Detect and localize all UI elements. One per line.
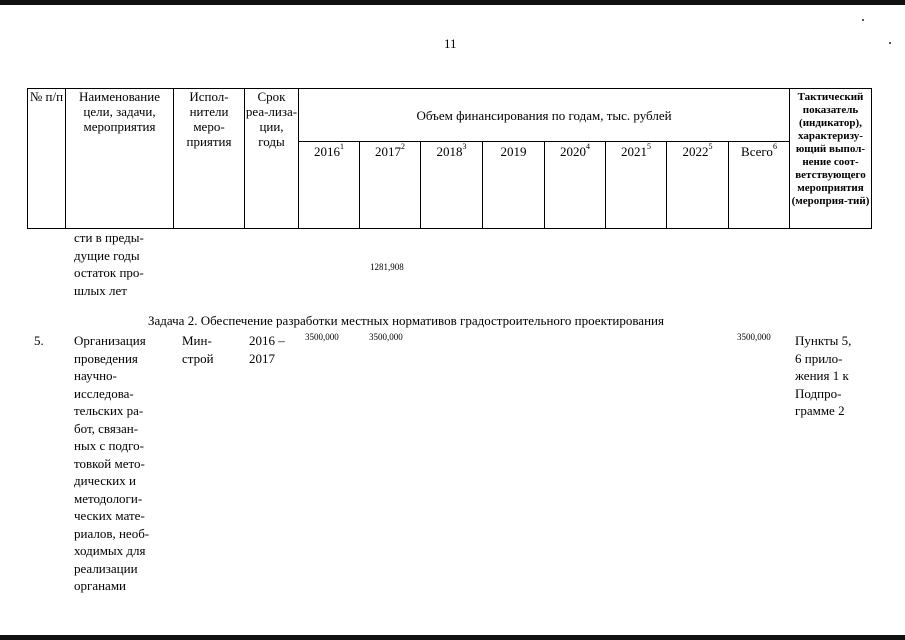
continuation-text: сти в преды- дущие годы остаток про- шлых лет bbox=[74, 230, 144, 298]
page-number: 11 bbox=[444, 36, 457, 51]
row5-value-2017: 3500,000 bbox=[369, 332, 403, 342]
year-header: 2020$^4$ bbox=[545, 142, 606, 229]
top-border bbox=[0, 0, 905, 5]
bottom-border bbox=[0, 635, 905, 640]
scan-speck bbox=[889, 42, 891, 44]
row5-term: 2016 – 2017 bbox=[249, 333, 285, 366]
year-header: Всего$^6$ bbox=[729, 142, 790, 229]
year-header: 2016$^1$ bbox=[299, 142, 360, 229]
col-executor-header: Испол-нители меро-приятия bbox=[174, 89, 245, 229]
row5-indicator: Пункты 5, 6 прило- жения 1 к Подпро- грамме 2 bbox=[795, 333, 852, 418]
row5-executor: Мин- строй bbox=[182, 333, 214, 366]
col-term-header: Срок реа-лиза-ции, годы bbox=[245, 89, 299, 229]
col-indicator-header: Тактический показатель (индикатор), характеризу-ющий выпол-нение соот-ветствующего мероприятия (мероприя-тий) bbox=[790, 89, 872, 229]
year-header: 2021$^5$ bbox=[606, 142, 667, 229]
col-funding-header: Объем финансирования по годам, тыс. рублей bbox=[299, 89, 790, 142]
row5-value-2016: 3500,000 bbox=[305, 332, 339, 342]
scan-speck bbox=[862, 19, 864, 21]
row5-value-total: 3500,000 bbox=[737, 332, 771, 342]
year-header: 2017$^2$ bbox=[360, 142, 421, 229]
year-header: 2018$^3$ bbox=[421, 142, 483, 229]
row5-number: 5. bbox=[34, 333, 44, 348]
col-name-header: Наименование цели, задачи, мероприятия bbox=[66, 89, 174, 229]
year-header: 2019 bbox=[483, 142, 545, 229]
row5-name: Организация проведения научно- исследова- тельских ра- бот, связан- ных с подго- товкой мето- дических и методологи- ческих мате- риалов, необ- ходимых для реализации органами bbox=[74, 333, 150, 593]
col-num-header: № п/п bbox=[28, 89, 66, 229]
task-title: Задача 2. Обеспечение разработки местных нормативов градостроительного проектирования bbox=[148, 313, 664, 328]
year-header: 2022$^5$ bbox=[667, 142, 729, 229]
continuation-value-2017: 1281,908 bbox=[370, 262, 404, 272]
header-table bbox=[27, 88, 872, 229]
